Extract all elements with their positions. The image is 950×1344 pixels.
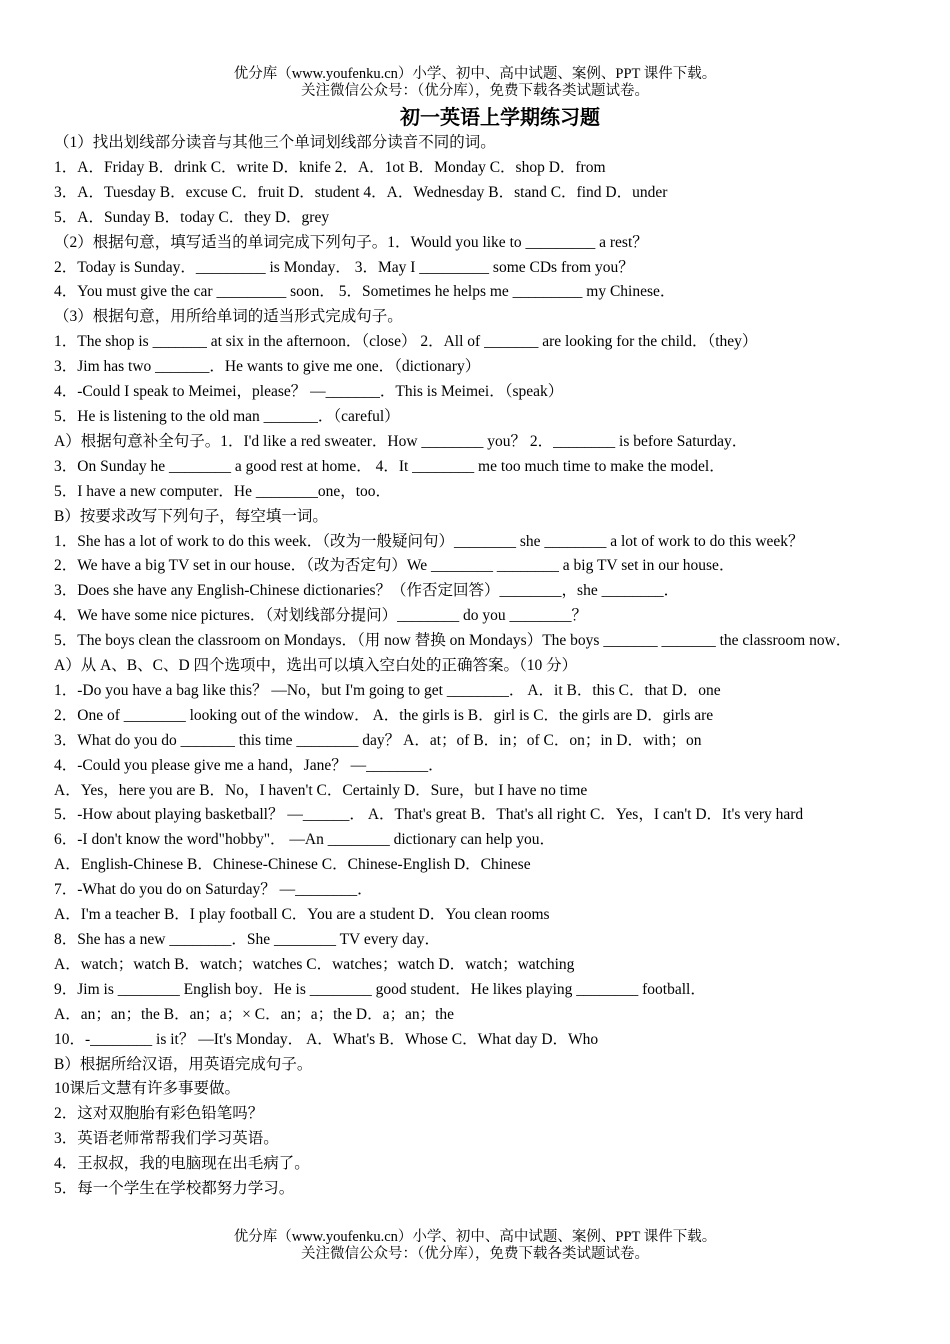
text-line: 10课后文慧有许多事要做。 [54,1080,241,1098]
text-line: （3）根据句意，用所给单词的适当形式完成句子。 [54,308,403,326]
footer-site-line: 优分库（www.youfenku.cn）小学、初中、高中试题、案例、PPT 课件下载。 [233,1229,717,1245]
text-line: 5．-How about playing basketball？ —______． A．That's great B．That's all right C．Yes，I can't D．It's very hard [54,806,804,824]
text-line: 1．She has a lot of work to do this week．（改为一般疑问句）________ she ________ a lot of work to do this week？ [54,532,804,550]
text-line: 5．A．Sunday B．today C．they D．grey [54,208,330,226]
text-line: 3．Does she have any English-Chinese dictionaries？（作否定回答）________，she ________． [54,582,680,600]
text-line: A．I'm a teacher B．I play football C．You are a student D．You clean rooms [54,906,550,924]
text-line: A．watch；watch B．watch；watches C．watches；watch D．watch；watching [54,955,575,973]
text-line: 4．王叔叔，我的电脑现在出毛病了。 [54,1155,310,1173]
text-line: B）根据所给汉语，用英语完成句子。 [54,1055,313,1073]
text-line: 4．-Could I speak to Meimei，please？ —_______．This is Meimei．（speak） [54,383,564,401]
footer-wechat-line: 关注微信公众号：（优分库），免费下载各类试题试卷。 [301,1246,649,1262]
text-line: 9．Jim is ________ English boy．He is ________ good student．He likes playing ________ football． [54,980,706,998]
header-wechat-line: 关注微信公众号：（优分库），免费下载各类试题试卷。 [301,83,649,99]
text-line: 3．What do you do _______ this time ________ day？ A．at；of B．in；of C．on；in D．with；on [54,731,702,749]
text-line: 8．She has a new ________．She ________ TV every day． [54,931,441,948]
text-line: 2．We have a big TV set in our house．（改为否定句）We ________ ________ a big TV set in our house． [54,557,735,575]
text-line: 1．A．Friday B．drink C．write D．knife 2．A．1ot B．Monday C．shop D．from [54,158,606,176]
text-line: 5．The boys clean the classroom on Mondays．（用 now 替换 on Mondays）The boys _______ _______ the classroom now． [54,632,852,650]
text-line: A．English-Chinese B．Chinese-Chinese C．Chinese-English D．Chinese [54,856,531,874]
text-line: A．Yes，here you are B．No，I haven't C．Certainly D．Sure，but I have no time [54,781,588,799]
text-line: A）根据句意补全句子。1．I'd like a red sweater．How ________ you？ 2．________ is before Saturday． [54,432,748,450]
text-line: 2．这对双胞胎有彩色铅笔吗？ [54,1105,264,1123]
exercise-body [54,131,904,1202]
text-line: B）按要求改写下列句子，每空填一词。 [54,507,328,525]
text-line: （1）找出划线部分读音与其他三个单词划线部分读音不同的词。 [54,134,496,151]
text-line: 5．He is listening to the old man _______．（careful） [54,407,400,425]
text-line: 1．The shop is _______ at six in the afternoon．（close） 2．All of _______ are looking for the child．（they） [54,333,758,351]
text-line: 5．I have a new computer．He ________one，too． [54,482,392,500]
text-line: A．an；an；the B．an；a；× C．an；a；the D．a；an；the [54,1005,455,1023]
text-line: 3．A．Tuesday B．excuse C．fruit D．student 4．A．Wednesday B．stand C．find D．under [54,183,668,201]
text-line: A）从 A、B、C、D 四个选项中，选出可以填入空白处的正确答案。（10 分） [54,657,578,675]
text-line: 4．We have some nice pictures．（对划线部分提问）________ do you ________？ [54,607,588,625]
text-line: （2）根据句意，填写适当的单词完成下列句子。1．Would you like to _________ a rest？ [54,233,648,251]
text-line: 2．One of ________ looking out of the window． A．the girls is B．girl is C．the girls are D．girls are [54,706,714,724]
page-header [0,66,950,100]
text-line: 3．英语老师常帮我们学习英语。 [54,1130,279,1148]
page-footer [0,1229,950,1263]
text-line: 10．-________ is it？ —It's Monday． A．What's B．Whose C．What day D．Who [54,1030,599,1048]
text-line: 4．-Could you please give me a hand，Jane？ —________． [54,756,444,774]
page-title: 初一英语上学期练习题 [400,107,600,129]
text-line: 3．On Sunday he ________ a good rest at home． 4．It ________ me too much time to make the model． [54,457,725,475]
text-line: 2．Today is Sunday．_________ is Monday． 3．May I _________ some CDs from you？ [54,258,634,276]
text-line: 1．-Do you have a bag like this？ —No，but I'm going to get ________． A．it B．this C．that D．one [54,681,721,699]
text-line: 4．You must give the car _________ soon． 5．Sometimes he helps me _________ my Chinese． [54,283,676,301]
text-line: 3．Jim has two _______．He wants to give me one．（dictionary） [54,358,481,376]
text-line: 7．-What do you do on Saturday？ —________． [54,881,373,899]
text-line: 6．-I don't know the word"hobby"． —An ________ dictionary can help you． [54,831,556,849]
header-site-line: 优分库（www.youfenku.cn）小学、初中、高中试题、案例、PPT 课件下载。 [233,66,717,82]
text-line: 5．每一个学生在学校都努力学习。 [54,1180,295,1198]
